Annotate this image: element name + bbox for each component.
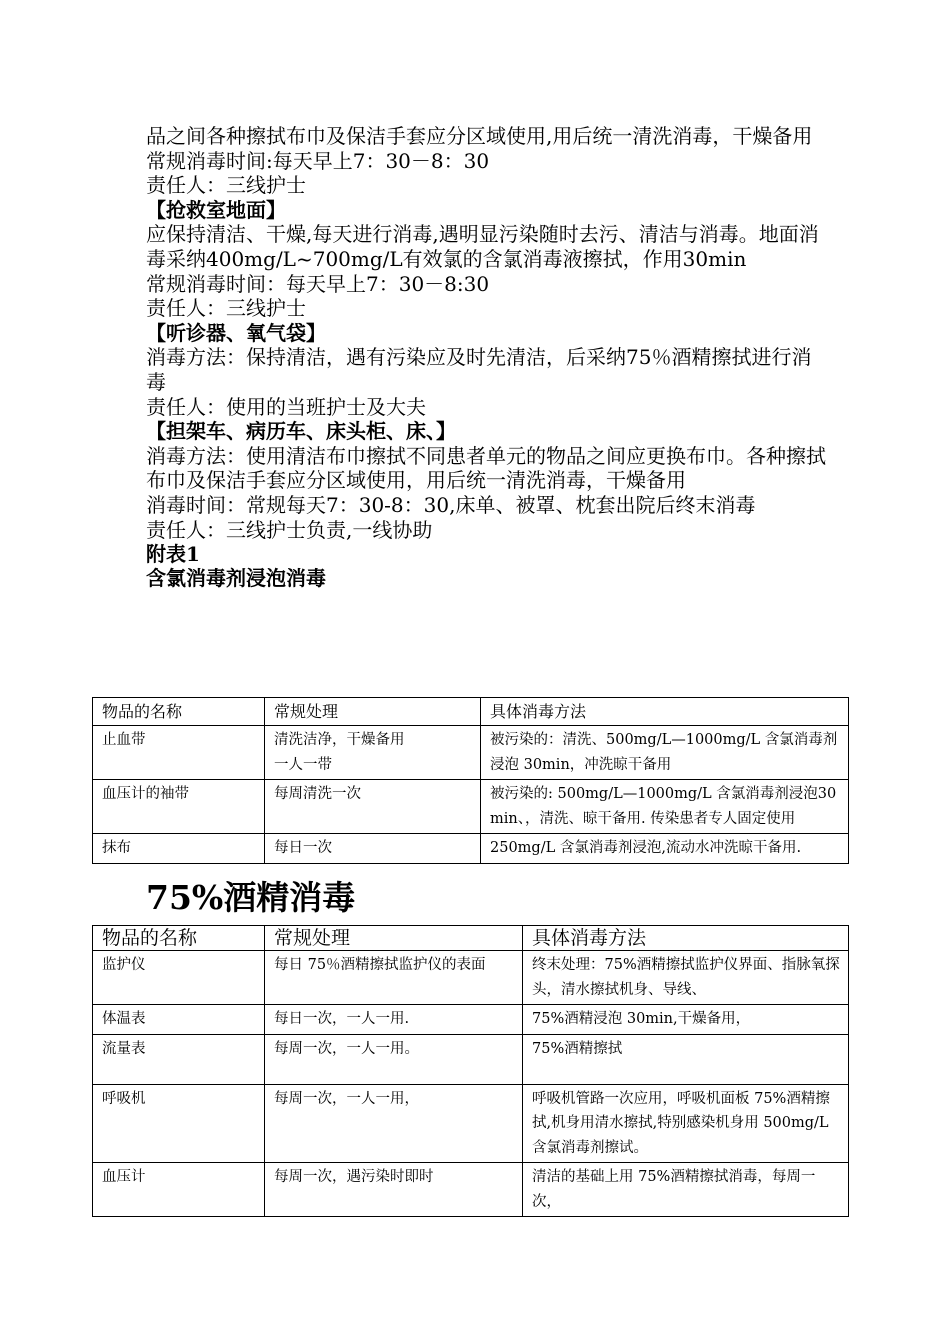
header-cell: 物品的名称 <box>93 926 265 951</box>
section-heading: 【担架车、病历车、床头柜、床、】 <box>146 419 456 444</box>
header-cell: 具体消毒方法 <box>523 926 849 951</box>
table-cell: 每周一次，一人一用。 <box>265 1034 523 1084</box>
table-cell: 每周清洗一次 <box>265 780 481 834</box>
table-cell: 血压计 <box>93 1163 265 1217</box>
paragraph: 消毒时间：常规每天7：30-8：30,床单、被罩、枕套出院后终末消毒 <box>146 492 756 517</box>
table-row <box>93 951 849 1005</box>
section-heading: 【听诊器、氧气袋】 <box>146 320 326 345</box>
table-cell: 被污染的：清洗、500mg/L—1000mg/L 含氯消毒剂浸泡 30min，冲洗晾干备用 <box>481 726 849 780</box>
paragraph: 责任人：使用的当班护士及大夫 <box>146 394 426 419</box>
alcohol-section-title: 75%酒精消毒 <box>146 878 356 917</box>
table-cell: 呼吸机 <box>93 1084 265 1163</box>
table-header-row <box>93 926 849 951</box>
table-cell: 每日一次 <box>265 834 481 864</box>
table-row <box>93 726 849 780</box>
header-cell: 具体消毒方法 <box>481 698 849 726</box>
header-cell: 常规处理 <box>265 926 523 951</box>
table-cell: 每日 75％酒精擦拭监护仪的表面 <box>265 951 523 1005</box>
table1-title: 含氯消毒剂浸泡消毒 <box>146 566 326 591</box>
table-cell: 250mg/L 含氯消毒剂浸泡,流动水冲洗晾干备用. <box>481 834 849 864</box>
table-cell: 清洁的基础上用 75%酒精擦拭消毒，每周一次， <box>523 1163 849 1217</box>
paragraph: 责任人：三线护士 <box>146 173 306 198</box>
header-cell: 常规处理 <box>265 698 481 726</box>
paragraph: 消毒方法：保持清洁，遇有污染应及时先清洁，后采纳75％酒精擦拭进行消毒 <box>146 345 812 394</box>
table-cell: 呼吸机管路一次应用，呼吸机面板 75%酒精擦拭,机身用清水擦拭,特别感染机身用 500mg/L 含氯消毒剂擦试。 <box>523 1084 849 1163</box>
paragraph: 品之间各种擦拭布巾及保洁手套应分区域使用,用后统一清洗消毒，干燥备用 <box>146 124 813 148</box>
table-cell: 75%酒精浸泡 30min,干燥备用， <box>523 1005 849 1035</box>
paragraph: 常规消毒时间：每天早上7：30－8:30 <box>146 271 490 296</box>
table-cell: 75%酒精擦拭 <box>523 1034 849 1084</box>
table-cell: 流量表 <box>93 1034 265 1084</box>
table-row <box>93 1005 849 1035</box>
paragraph: 应保持清洁、干燥,每天进行消毒,遇明显污染随时去污、清洁与消毒。地面消毒采纳400mg/L~700mg/L有效氯的含氯消毒液擦拭，作用30min <box>146 222 819 271</box>
table-row <box>93 1084 849 1163</box>
table-row <box>93 1034 849 1084</box>
appendix-label: 附表1 <box>146 542 200 567</box>
table-cell: 血压计的袖带 <box>93 780 265 834</box>
table-row <box>93 780 849 834</box>
table-cell: 每周一次，一人一用， <box>265 1084 523 1163</box>
paragraph: 责任人：三线护士 <box>146 296 306 321</box>
section-heading: 【抢救室地面】 <box>146 197 286 222</box>
table-cell <box>265 726 481 780</box>
table-cell: 止血带 <box>93 726 265 780</box>
header-cell: 物品的名称 <box>93 698 265 726</box>
table-cell: 体温表 <box>93 1005 265 1035</box>
alcohol-disinfection-table <box>92 925 849 1217</box>
table-cell: 被污染的: 500mg/L—1000mg/L 含氯消毒剂浸泡30min、，清洗、晾干备用. 传染患者专人固定使用 <box>481 780 849 834</box>
table-cell: 每周一次，遇污染时即时 <box>265 1163 523 1217</box>
body-text <box>146 124 826 590</box>
table-cell: 终末处理：75%酒精擦拭监护仪界面、指脉氧探头，清水擦拭机身、导线、 <box>523 951 849 1005</box>
table-header-row <box>93 698 849 726</box>
paragraph: 消毒方法：使用清洁布巾擦拭不同患者单元的物品之间应更换布巾。各种擦拭布巾及保洁手套应分区域使用，用后统一清洗消毒，干燥备用 <box>146 443 826 493</box>
paragraph: 责任人：三线护士负责,一线协助 <box>146 517 433 542</box>
table-cell: 抹布 <box>93 834 265 864</box>
table-cell: 监护仪 <box>93 951 265 1005</box>
chlorine-disinfection-table <box>92 697 849 864</box>
paragraph: 常规消毒时间:每天早上7：30－8：30 <box>146 148 490 173</box>
table-row <box>93 834 849 864</box>
cell-line: 一人一带 <box>274 756 332 773</box>
table-cell: 每日一次，一人一用. <box>265 1005 523 1035</box>
table-row <box>93 1163 849 1217</box>
cell-line: 清洗洁净，干燥备用 <box>274 732 405 748</box>
